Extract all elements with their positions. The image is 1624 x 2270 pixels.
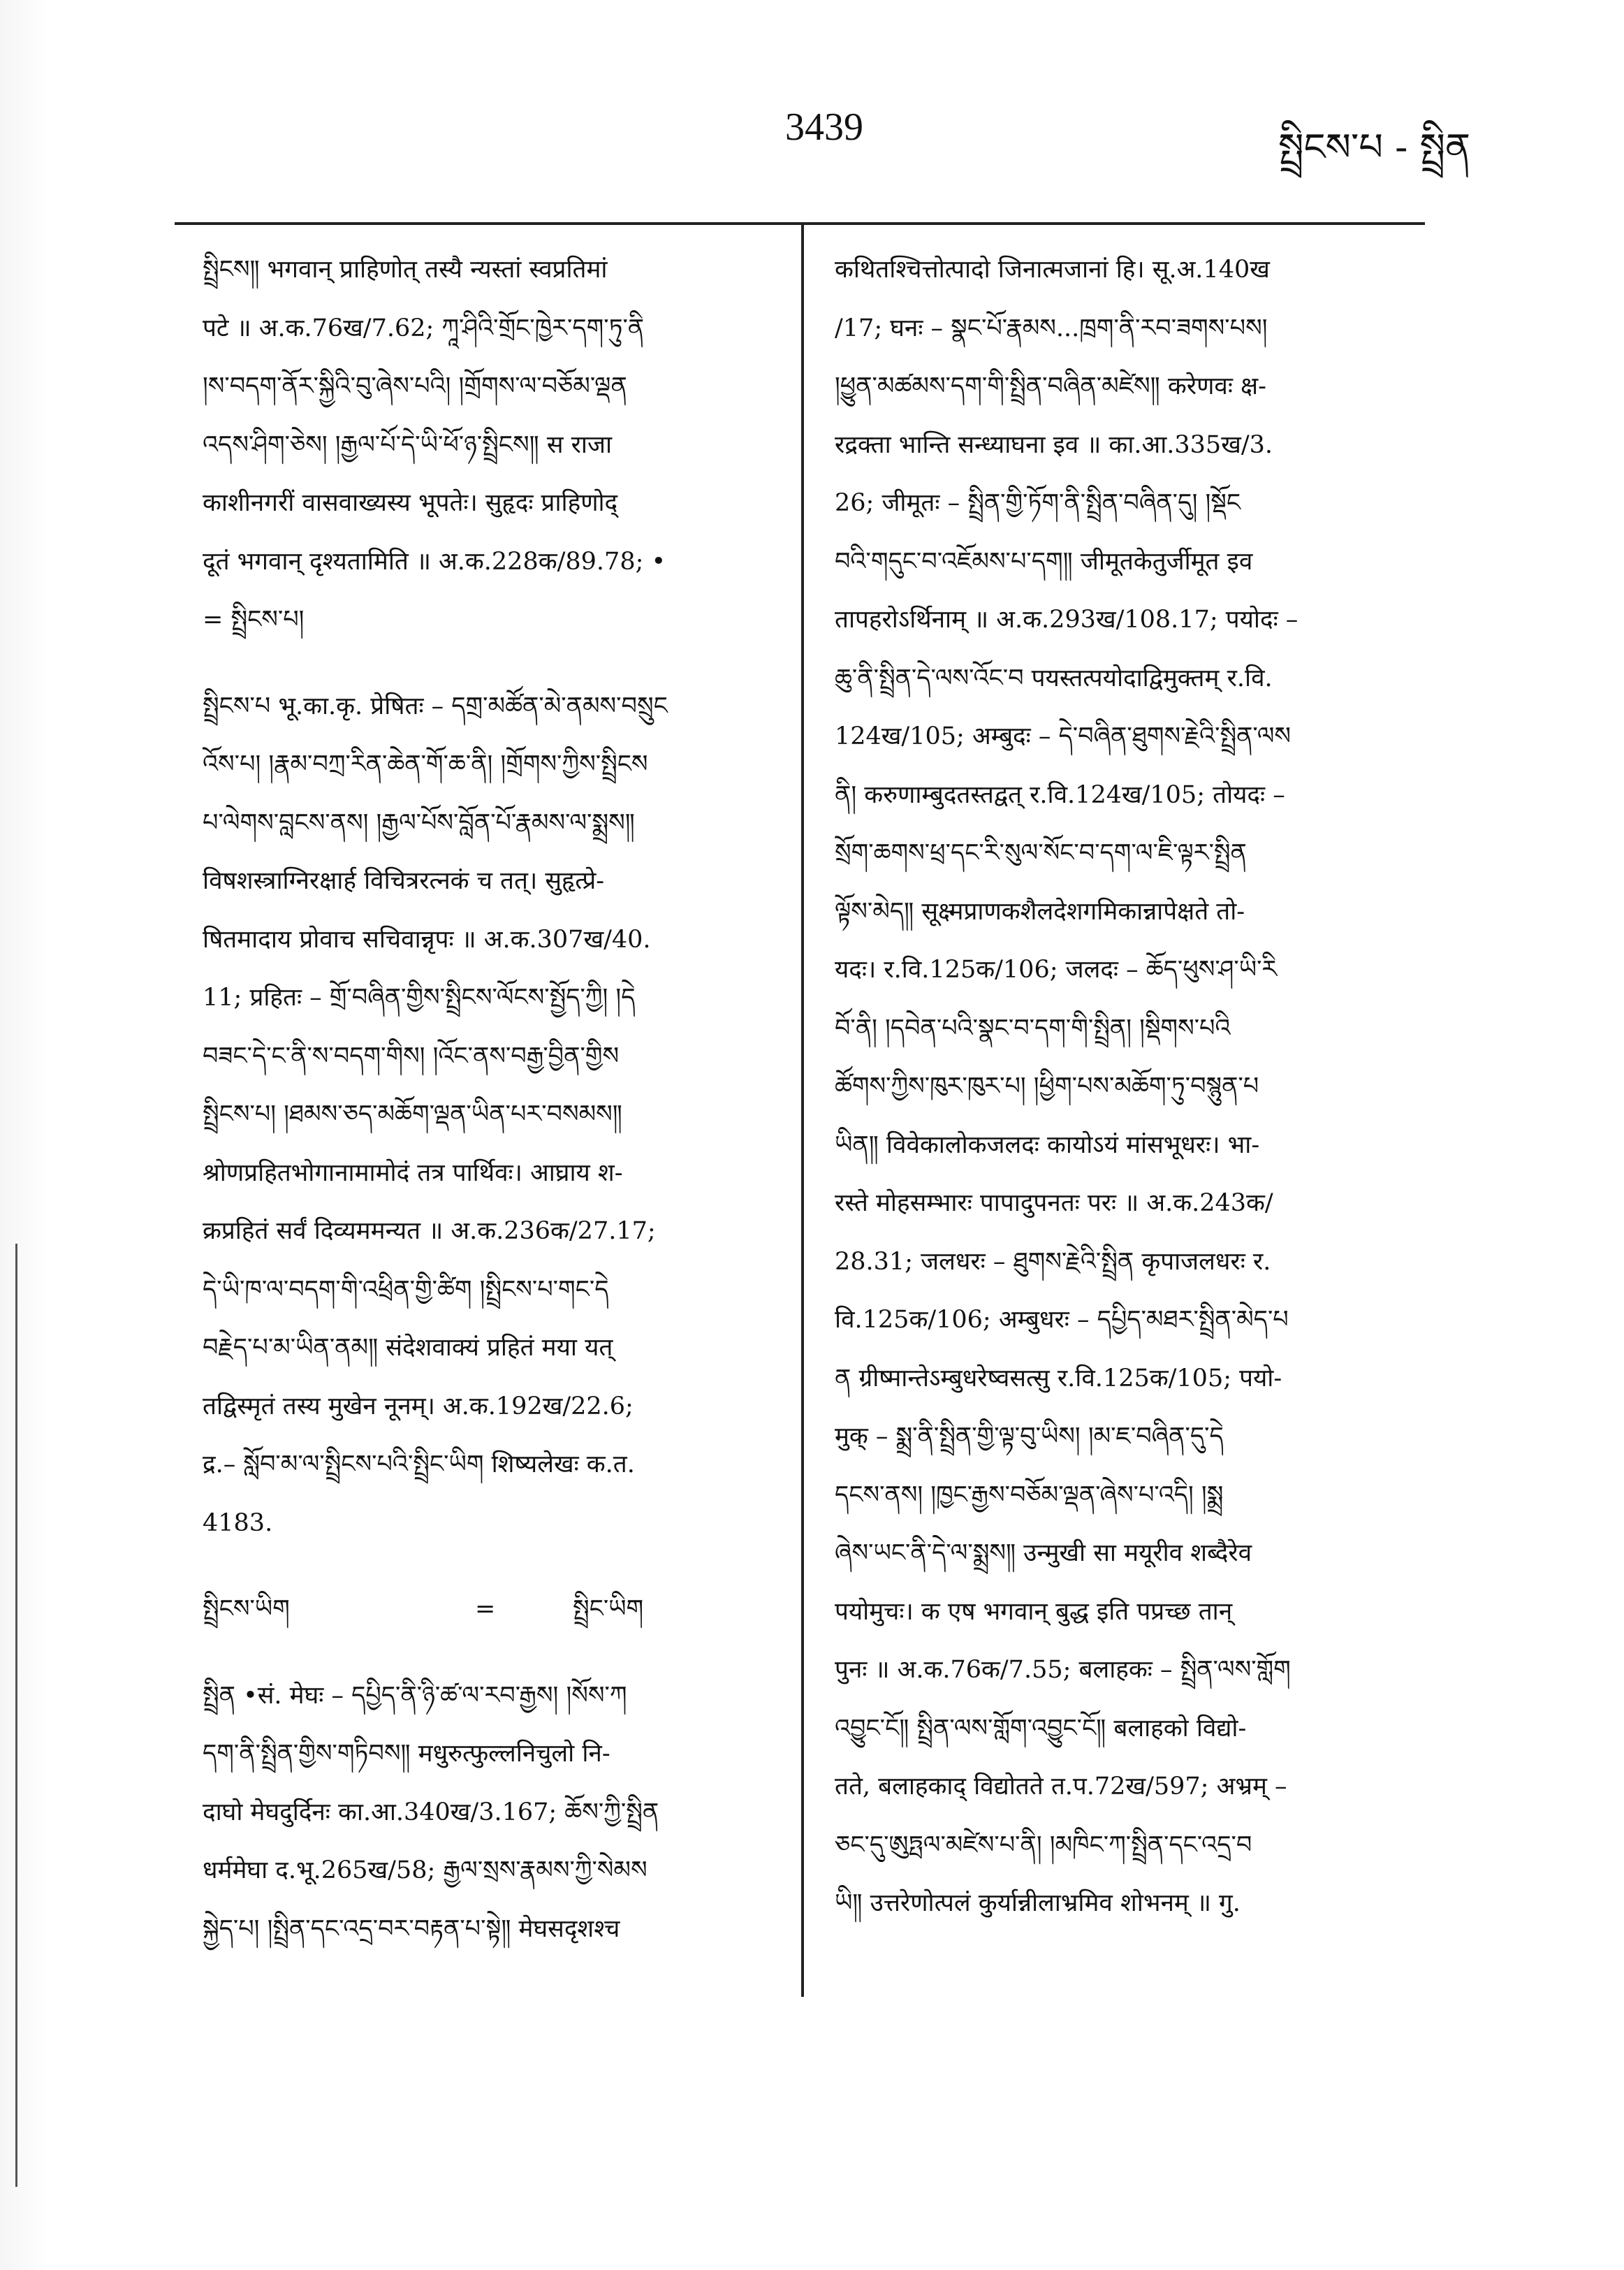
text-line: पटे ॥ अ.क.76ख/7.62; ཀཱ་ཤིའི་གྲོང་ཁྱེར་དག་ཏུ་ནི: [203, 314, 645, 342]
text-line: दाघो मेघदुर्दिनः का.आ.340ख/3.167; ཆོས་ཀྱི་སྤྲིན: [203, 1798, 659, 1826]
text-line: पयोमुचः। क एष भगवान् बुद्ध इति पप्रच्छ तान्: [835, 1597, 1233, 1626]
text-line: སྤྲིངས༎ भगवान् प्राहिणोत् तस्यै न्यस्तां स्वप्रतिमां: [203, 256, 608, 284]
text-line: धर्ममेघा द.भू.265ख/58; རྒྱལ་སྲས་རྣམས་ཀྱི་སེམས: [203, 1856, 648, 1884]
text-line: क्रप्रहितं सर्वं दिव्यममन्यत ॥ अ.क.236क/27.17;: [203, 1217, 656, 1245]
text-line: दूतं भगवान् दृश्यतामिति ॥ अ.क.228क/89.78; •: [203, 547, 666, 576]
text-line: ཅང་དུ་ཨུཏྤལ་མཛེས་པ་ནི། །མཁིང་ཀ་སྤྲིན་དང་འདྲ་བ: [835, 1831, 1252, 1859]
text-line: སྤྲིངས་པ། །ཐམས་ཅད་མཆོག་ལྡན་ཡིན་པར་བསམས༎: [203, 1100, 622, 1128]
text-line: तते, बलाहकाद् विद्योतते त.प.72ख/597; अभ्रम् –: [835, 1773, 1287, 1800]
text-line: ན ग्रीष्मान्तेऽम्बुधरेष्वसत्सु र.वि.125क/105; पयो-: [835, 1364, 1282, 1392]
cross-ref-term: སྤྲིངས་ཡིག: [203, 1595, 290, 1623]
binding-shadow: [0, 0, 49, 2270]
text-line: वि.125क/106; अम्बुधरः – དཔྱིད་མཐར་སྤྲིན་མེད་པ: [835, 1306, 1289, 1334]
entry-gap: [203, 650, 782, 678]
text-line: रस्ते मोहसम्भारः पापादुपनतः परः ॥ अ.क.243क/: [835, 1189, 1273, 1217]
text-line: 26; जीमूतः – སྤྲིན་གྱི་ཏོག་ནི་སྤྲིན་བཞིན་དུ། །སྡོང: [835, 489, 1241, 517]
text-line: ཡིན༎ विवेकालोकजलदः कायोऽयं मांसभूधरः। भा-: [835, 1130, 1260, 1159]
text-line: དངས་ནས། །ཁྱང་རྒྱས་བཅོམ་ལྡན་ཞེས་པ་འདི། །སྨྲ: [835, 1480, 1224, 1509]
text-line: कथितश्चित्तोत्पादो जिनात्मजानां हि। सू.अ.140ख: [835, 256, 1270, 284]
text-line: तापहरोऽर्थिनाम् ॥ अ.क.293ख/108.17; पयोदः –: [835, 606, 1299, 634]
text-line: ཆུ་ནི་སྤྲིན་དེ་ལས་འོང་བ पयस्तत्पयोदाद्विमुक्तम् र.वि.: [835, 664, 1273, 692]
text-line: यदः। र.वि.125क/106; जलदः – ཆོད་ཕུས་ཤ་ཡི་རི: [835, 956, 1278, 984]
text-line: तद्विस्मृतं तस्य मुखेन नूनम्। अ.क.192ख/22.6;: [203, 1392, 634, 1420]
text-line: །ས་བདག་ནོར་སྐྱིའི་བུ་ཞེས་པའི། །གྲོགས་ལ་བཅོམ་ལྡན: [203, 372, 627, 400]
text-line: འབྱུང་ངོ༎ སྤྲིན་ལས་གློག་འབྱུང་ངོ༎ बलाहको विद्यो-: [835, 1714, 1247, 1742]
text-line: द्र.– སློབ་མ་ལ་སྤྲིངས་པའི་སྤྲིང་ཡིག शिष्यलेखः क.त.: [203, 1450, 635, 1478]
text-line: ཚོགས་ཀྱིས་ཁུར་ཁུར་པ། །ཕྱིག་པས་མཆོག་ཏུ་བསྙུན་པ: [835, 1072, 1259, 1100]
text-line: श्रोणप्रहितभोगानामामोदं तत्र पार्थिवः। आघ्राय श-: [203, 1158, 623, 1187]
text-line: སྲོག་ཆགས་ཕྲ་དང་རི་སུལ་སོང་བ་དག་ལ་ཇི་ལྟར་སྤྲིན: [835, 839, 1247, 867]
text-line: འདས་ཤིག་ཅེས། །རྒྱལ་པོ་དེ་ཡི་ཕོ་ཉ་སྤྲིངས༎ स राजा: [203, 430, 613, 459]
text-line: །ཕྱུན་མཚམས་དག་གི་སྤྲིན་བཞིན་མཛེས༎ करेणवः क्ष-: [835, 372, 1266, 400]
right-column: [835, 241, 1414, 1933]
entry-headline: སྤྲིངས་པ भू.का.कृ. प्रेषितः – དགྲ་མཚོན་མེ་ནམས་བསྲུང: [203, 692, 668, 720]
text-line: བརྗེད་པ་མ་ཡིན་ནམ༎ संदेशवाक्यं प्रहितं मया यत्: [203, 1334, 613, 1362]
text-line: དེ་ཡི་ཁ་ལ་བདག་གི་འཕྲིན་གྱི་ཚིག །སྤྲིངས་པ་གང་དེ: [203, 1275, 609, 1304]
running-head: སྤྲིངས་པ - སྤྲིན: [1278, 125, 1470, 169]
text-line: བཟང་དེ་ང་ནི་ས་བདག་གིས། །འོང་ནས་བརྒྱ་བྱིན་གྱིས: [203, 1042, 620, 1070]
cross-ref-target: སྤྲིང་ཡིག: [573, 1595, 644, 1623]
cross-reference: [203, 1580, 782, 1639]
text-line: काशीनगरीं वासवाख्यस्य भूपतेः। सुहृदः प्राहिणोद्: [203, 489, 618, 517]
column-divider: [801, 222, 804, 1997]
entry-headline: སྤྲིན •सं. मेघः – དཔྱིད་ནི་ཉི་ཚ་ལ་རབ་རྒྱས། །སོས་ཀ: [203, 1681, 627, 1710]
left-column: [203, 241, 782, 1958]
header-rule: [175, 222, 1425, 225]
text-line: བའི་གདུང་བ་འཇོམས་པ་དག༎ जीमूतकेतुर्जीमूत इव: [835, 547, 1253, 576]
text-line: ཡི༎ उत्तरेणोत्पलं कुर्यान्नीलाभ्रमिव शोभनम् ॥ गु.: [835, 1889, 1241, 1917]
binding-edge: [15, 1244, 24, 2187]
text-line: मुक् – སྨྲ་ནི་སྤྲིན་གྱི་ལྟ་བུ་ཡིས། །མ་ཇ་བཞིན་དུ་དེ: [835, 1423, 1224, 1450]
cross-ref-equals: =: [475, 1595, 496, 1623]
text-line: 124ख/105; अम्बुदः – དེ་བཞིན་ཐུགས་རྗེའི་སྤྲིན་ལས: [835, 722, 1292, 750]
text-line: འོས་པ། །རྣམ་བཀྲ་རིན་ཆེན་གོ་ཆ་ནི། །གྲོགས་ཀྱིས་སྤྲིངས: [203, 750, 648, 778]
text-line: ནི། करुणाम्बुदतस्तद्वत् र.वि.124ख/105; तोयदः –: [835, 780, 1285, 809]
text-line: 4183.: [203, 1508, 273, 1537]
entry-gap: [203, 1552, 782, 1580]
page-number: 3439: [785, 106, 863, 149]
entry-gap: [203, 1639, 782, 1667]
text-line: विषशस्त्राग्निरक्षार्ह विचित्ररत्नकं च तत्। सुहृत्प्रे-: [203, 867, 605, 895]
text-line: སྐྱེད་པ། །སྤྲིན་དང་འདྲ་བར་བརྟན་པ་སྟེ༎ मेघसदृशश्च: [203, 1914, 620, 1943]
text-line: = སྤྲིངས་པ།: [203, 606, 305, 634]
text-line: 28.31; जलधरः – ཐུགས་རྗེའི་སྤྲིན कृपाजलधरः र.: [835, 1247, 1271, 1276]
text-line: བོ་ནི། །དབེན་པའི་སྣང་བ་དག་གི་སྤྲིན། །སྡིགས་པའི: [835, 1014, 1231, 1042]
text-line: षितमादाय प्रोवाच सचिवान्नृपः ॥ अ.क.307ख/40.: [203, 925, 651, 954]
text-line: ཞེས་ཡང་ནི་དེ་ལ་སྨྲས༎ उन्मुखी सा मयूरीव शब्दैरेव: [835, 1539, 1252, 1567]
text-line: /17; घनः – སྣང་པོ་རྣམས...ཁྲག་ནི་རབ་ཟགས་པས།: [835, 314, 1268, 342]
text-line: ལྟོས་མེད༎ सूक्ष्मप्राणकशैलदेशगमिकान्नापेक्षते तो-: [835, 897, 1245, 926]
text-line: 11; प्रहितः – གྲོ་བཞིན་གྱིས་སྤྲིངས་ལོངས་སྤྱོད་ཀྱི། །དེ: [203, 984, 636, 1012]
text-line: पुनः ॥ अ.क.76क/7.55; बलाहकः – སྤྲིན་ལས་གློག: [835, 1656, 1291, 1684]
text-line: དག་ནི་སྤྲིན་གྱིས་གཏིབས༎ मधुरुत्फुल्लनिचुलो नि-: [203, 1740, 610, 1768]
text-line: रद्रक्ता भान्ति सन्ध्याघना इव ॥ का.आ.335ख/3.: [835, 430, 1273, 459]
text-line: པ་ལེགས་བླངས་ནས། །རྒྱལ་པོས་བློན་པོ་རྣམས་ལ་སྨྲས༎: [203, 808, 635, 837]
